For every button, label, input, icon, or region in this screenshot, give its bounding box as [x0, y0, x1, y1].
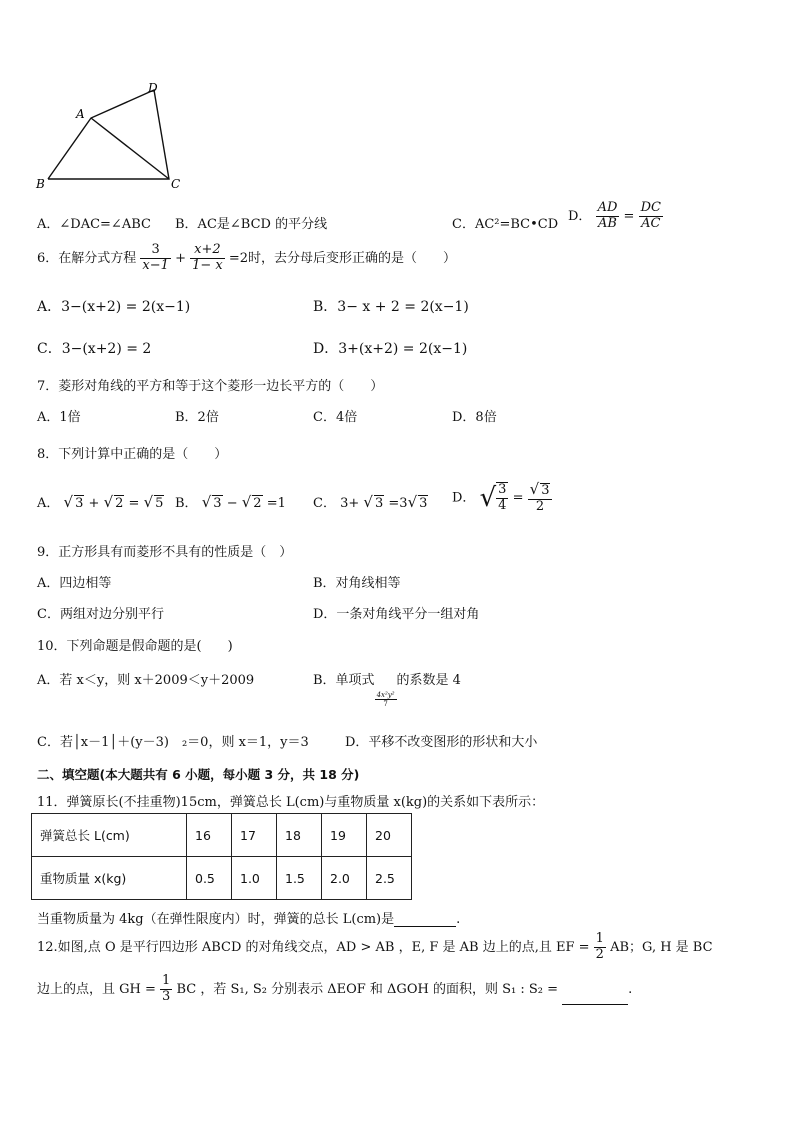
q8-c-r2: 3 — [419, 496, 428, 511]
radical-icon: √ — [201, 493, 212, 511]
q8-option-a[interactable] — [37, 492, 164, 511]
q5-frac1-den: AB — [598, 215, 617, 231]
q8-c-eq: =3 — [388, 496, 408, 511]
q8-d-frac-right — [528, 481, 553, 515]
table-cell: 1.0 — [232, 857, 277, 900]
q8-a-r1: 3 — [75, 496, 84, 511]
q8-a-r2: 2 — [115, 496, 124, 511]
q6-stem-suffix: =2时，去分母后变形正确的是（ ） — [228, 250, 457, 266]
table-cell: 0.5 — [187, 857, 232, 900]
q9-option-d[interactable]: D．一条对角线平分一组对角 — [313, 607, 480, 622]
q10-option-b[interactable] — [313, 669, 461, 708]
q10-option-d[interactable]: D．平移不改变图形的形状和大小 — [345, 735, 538, 750]
q10-b-suffix: 的系数是 4 — [396, 673, 461, 688]
radical-icon: √ — [479, 482, 497, 513]
q8-a-label: A． — [37, 496, 60, 511]
label-c: C — [171, 177, 181, 191]
q6-frac1-den: x−1 — [142, 257, 169, 273]
q8-a-plus: + — [88, 496, 100, 511]
table-cell: 1.5 — [277, 857, 322, 900]
q6-fraction-2 — [190, 243, 225, 274]
q8-option-b[interactable] — [175, 492, 286, 511]
q8-d-label: D． — [452, 490, 476, 506]
q11-table — [31, 813, 412, 900]
table-cell: 19 — [322, 814, 367, 857]
radical-icon: √ — [103, 493, 114, 511]
table-cell: 20 — [367, 814, 412, 857]
q8-d-den: 4 — [498, 497, 507, 513]
q8-option-d[interactable] — [452, 481, 552, 515]
q11-row2-header: 重物质量 x(kg) — [32, 857, 187, 900]
q8-b-label: B． — [175, 496, 198, 511]
q6-option-d[interactable]: D．3+(x+2) = 2(x−1) — [313, 341, 468, 357]
q12-end: . — [628, 981, 633, 997]
q8-d-rden: 2 — [535, 498, 545, 514]
label-a: A — [76, 107, 85, 121]
q11-row1-header: 弹簧总长 L(cm) — [32, 814, 187, 857]
q6-option-b[interactable]: B．3− x + 2 = 2(x−1) — [313, 299, 469, 315]
q9-option-a[interactable]: A．四边相等 — [37, 576, 112, 591]
q8-c-head: 3+ — [340, 496, 360, 511]
q12-frac2-num: 1 — [162, 973, 171, 988]
q6-plus: + — [175, 250, 186, 266]
radical-icon: √ — [407, 493, 418, 511]
q8-option-c[interactable] — [313, 492, 428, 511]
q6-option-a[interactable]: A．3−(x+2) = 2(x−1) — [37, 299, 191, 315]
section-title-fill-in: 二、填空题(本大题共有 6 小题，每小题 3 分，共 18 分) — [37, 767, 360, 782]
q12-line2-a: 边上的点，且 GH = — [37, 981, 156, 997]
q5-option-d-label: D． — [568, 208, 592, 224]
q6-frac2-den: 1− x — [192, 257, 223, 273]
table-cell: 17 — [232, 814, 277, 857]
q5-option-a[interactable]: A．∠DAC=∠ABC — [37, 217, 151, 232]
radical-icon: √ — [241, 493, 252, 511]
q5-frac1-num: AD — [597, 200, 618, 215]
q7-option-c[interactable]: C．4倍 — [313, 410, 358, 425]
triangle-figure — [34, 80, 194, 195]
q12-frac2-den: 3 — [162, 988, 171, 1004]
q9-stem: 9．正方形具有而菱形不具有的性质是（ ） — [37, 545, 293, 560]
q8-d-frac-left — [496, 482, 508, 514]
q12-line1 — [37, 932, 713, 963]
q8-b-tail: =1 — [266, 496, 286, 511]
q5-frac2-num: DC — [640, 200, 661, 215]
q11-question-text: 当重物质量为 4kg（在弹性限度内）时，弹簧的总长 L(cm)是 — [37, 912, 395, 927]
q6-stem-prefix: 6．在解分式方程 — [37, 250, 137, 266]
q7-option-b[interactable]: B．2倍 — [175, 410, 219, 425]
q11-answer-blank[interactable] — [394, 914, 456, 927]
table-cell: 2.5 — [367, 857, 412, 900]
q5-option-c[interactable]: C．AC²=BC•CD — [452, 217, 559, 232]
label-b: B — [36, 177, 45, 191]
q5-frac2-den: AC — [641, 215, 661, 231]
q10-b-prefix: B．单项式 — [313, 673, 375, 688]
table-row — [32, 814, 412, 857]
q12-frac1-den: 2 — [595, 946, 604, 962]
q7-stem: 7．菱形对角线的平方和等于这个菱形一边长平方的（ ） — [37, 379, 384, 394]
q12-fraction-half — [594, 932, 606, 963]
q11-stem: 11．弹簧原长(不挂重物)15cm，弹簧总长 L(cm)与重物质量 x(kg)的关系如下表所示： — [37, 795, 545, 810]
q8-b-r1: 3 — [213, 496, 222, 511]
q5-option-d-eq: = — [623, 208, 635, 224]
q10-option-a[interactable]: A．若 x＜y，则 x＋2009＜y＋2009 — [37, 673, 255, 688]
q8-c-label: C． — [313, 496, 336, 511]
q12-line1-b: AB；G, H 是 BC — [610, 939, 713, 955]
q6-frac2-num: x+2 — [190, 243, 225, 259]
q6-option-c[interactable]: C．3−(x+2) = 2 — [37, 341, 152, 357]
figure-diagonal-ac — [91, 118, 169, 179]
q7-option-d[interactable]: D．8倍 — [452, 410, 497, 425]
q8-c-r1: 3 — [374, 496, 384, 511]
radical-icon: √ — [143, 493, 154, 511]
q6-frac1-num: 3 — [140, 243, 171, 259]
q12-line2-b: BC ，若 S₁, S₂ 分别表示 ΔEOF 和 ΔGOH 的面积，则 S₁ : S₂ = — [176, 981, 558, 997]
table-cell: 18 — [277, 814, 322, 857]
table-cell: 2.0 — [322, 857, 367, 900]
q10-stem: 10．下列命题是假命题的是( ) — [37, 639, 233, 654]
q10-b-monomial-fraction — [375, 691, 397, 708]
q9-option-b[interactable]: B．对角线相等 — [313, 576, 401, 591]
q8-a-r3: 5 — [155, 496, 164, 511]
table-row — [32, 857, 412, 900]
q10-option-c[interactable]: C．若│x－1│＋(y－3) ₂＝0，则 x＝1，y＝3 — [37, 735, 309, 750]
q11-end: . — [456, 912, 461, 927]
q8-b-minus: − — [226, 496, 238, 511]
q9-option-c[interactable]: C．两组对边分别平行 — [37, 607, 164, 622]
q8-d-rnum: 3 — [541, 483, 550, 498]
label-d: D — [148, 81, 158, 95]
q8-d-eq: = — [512, 490, 524, 506]
q12-fraction-third — [160, 974, 172, 1005]
q7-option-a[interactable]: A．1倍 — [37, 410, 81, 425]
q11-question — [37, 908, 460, 927]
q8-d-num: 3 — [498, 482, 507, 497]
radical-icon: √ — [63, 493, 74, 511]
q6-stem — [37, 243, 456, 274]
radical-icon: √ — [363, 493, 373, 511]
radical-icon: √ — [529, 480, 540, 498]
q8-b-r2: 2 — [253, 496, 262, 511]
q12-line2 — [37, 974, 632, 1005]
q5-option-d[interactable] — [568, 201, 663, 232]
q8-stem: 8．下列计算中正确的是（ ） — [37, 447, 228, 462]
q12-line1-a: 12.如图,点 O 是平行四边形 ABCD 的对角线交点，AD > AB ，E, F 是 AB 边上的点,且 EF = — [37, 939, 590, 955]
q12-answer-blank[interactable] — [562, 992, 628, 1005]
q10-b-frac-num: 4x²y² — [376, 690, 395, 699]
q5-option-b[interactable]: B．AC是∠BCD 的平分线 — [175, 217, 328, 232]
table-cell: 16 — [187, 814, 232, 857]
q10-b-frac-den: 7 — [383, 700, 388, 708]
q6-fraction-1 — [140, 243, 171, 274]
q5-fraction-dc-ac — [639, 201, 663, 232]
q8-a-eq: = — [128, 496, 140, 511]
q12-frac1-num: 1 — [595, 931, 604, 946]
q5-fraction-ad-ab — [596, 201, 620, 232]
